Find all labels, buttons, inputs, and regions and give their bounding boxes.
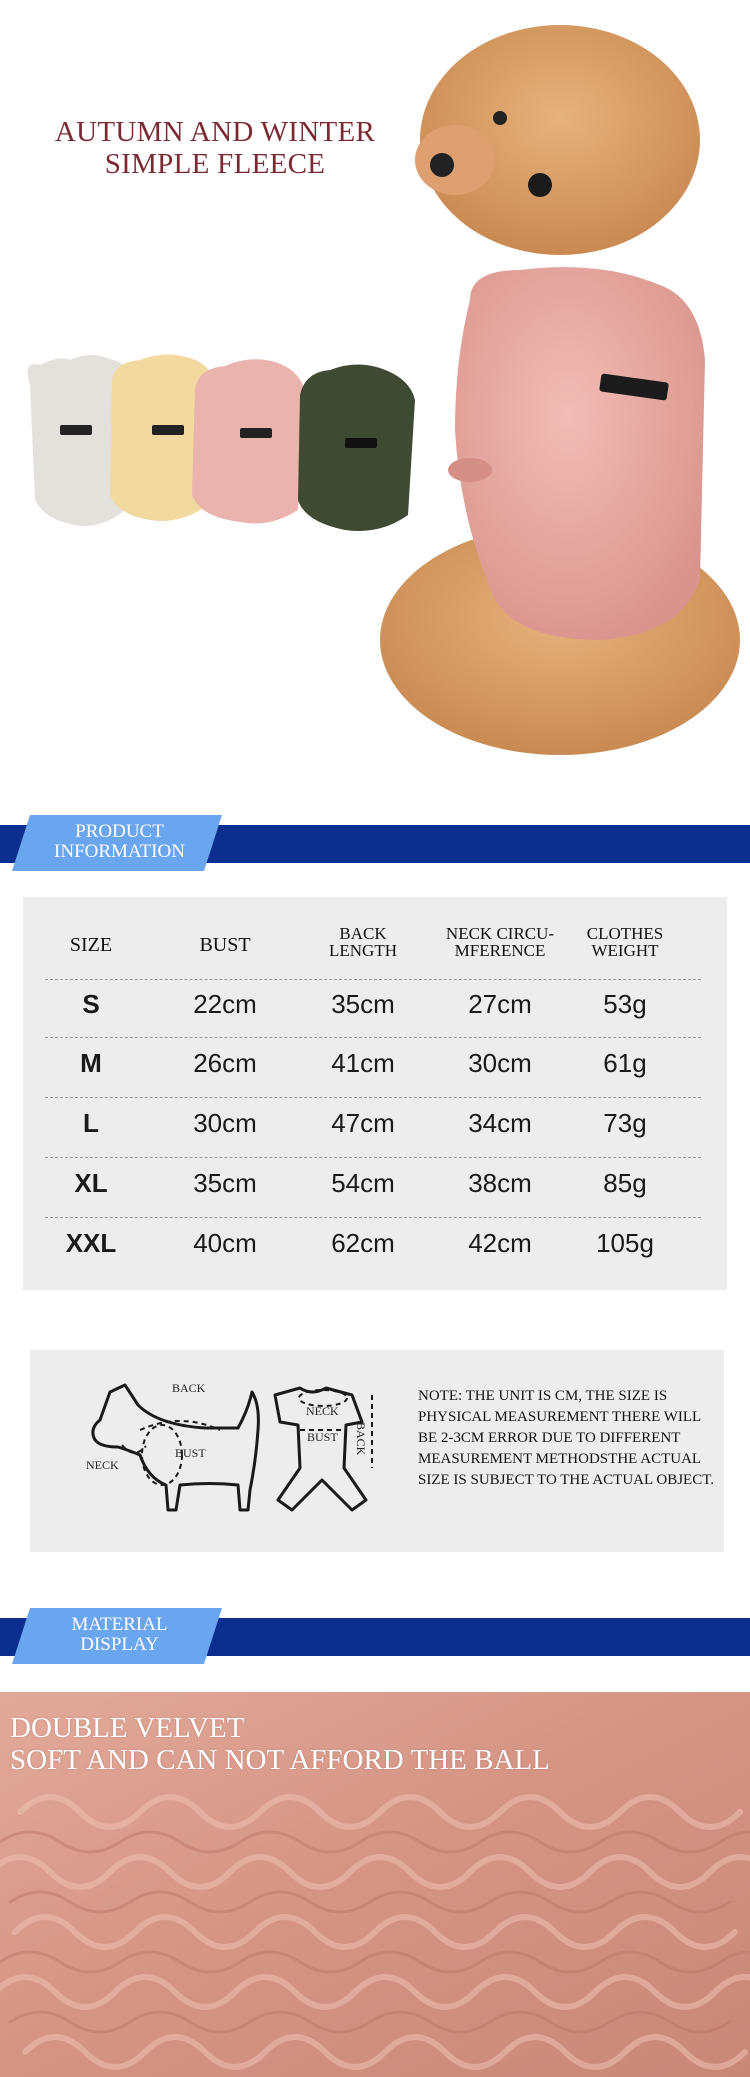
cell-bust: 22cm	[193, 989, 257, 1019]
hero-title	[30, 116, 400, 180]
cell-back-length: 35cm	[331, 989, 395, 1019]
header-bust: BUST	[199, 934, 251, 956]
measurement-guide	[30, 1350, 724, 1552]
garment-label-neck: NECK	[306, 1404, 339, 1418]
row-divider	[45, 979, 701, 980]
dog-label-bust: BUST	[175, 1446, 206, 1460]
cell-bust: 26cm	[193, 1048, 257, 1078]
row-divider	[45, 1217, 701, 1218]
cell-size: XL	[74, 1168, 108, 1198]
header-clothes-weight	[565, 925, 685, 959]
cell-back-length: 41cm	[331, 1048, 395, 1078]
cell-neck: 42cm	[468, 1228, 532, 1258]
measurement-note: NOTE: THE UNIT IS CM, THE SIZE IS PHYSICAL MEASUREMENT THERE WILL BE 2-3CM ERROR DUE TO DIFFERENT MEASUREMENT METHODSTHE ACTUAL SIZE IS SUBJECT TO THE ACTUAL OBJECT.	[418, 1388, 715, 1488]
cell-neck: 38cm	[468, 1168, 532, 1198]
banner-line-1: PRODUCT	[75, 821, 164, 842]
header-weight-line-1: CLOTHES	[586, 924, 664, 943]
header-weight-line-2: WEIGHT	[591, 941, 659, 960]
header-back-length	[303, 925, 423, 959]
cell-size: L	[83, 1108, 99, 1138]
garment-label-back: BACK	[354, 1422, 368, 1456]
hero-section	[0, 0, 750, 790]
cell-weight: 85g	[603, 1168, 647, 1198]
table-row	[45, 1168, 701, 1208]
row-divider	[45, 1037, 701, 1038]
table-row	[45, 989, 701, 1029]
material-display-banner	[0, 1606, 750, 1666]
table-row	[45, 1048, 701, 1088]
cell-back-length: 54cm	[331, 1168, 395, 1198]
header-neck-line-1: NECK CIRCU-	[445, 924, 555, 943]
cell-back-length: 62cm	[331, 1228, 395, 1258]
cell-size: S	[82, 989, 100, 1019]
size-chart-table	[23, 897, 727, 1290]
row-divider	[45, 1097, 701, 1098]
product-information-banner	[0, 813, 750, 873]
header-neck-line-2: MFERENCE	[454, 941, 546, 960]
cell-size: XXL	[65, 1228, 117, 1258]
material-line-1: DOUBLE VELVET	[10, 1712, 245, 1744]
banner-line-2: INFORMATION	[54, 841, 185, 862]
cell-neck: 30cm	[468, 1048, 532, 1078]
banner-line-2: DISPLAY	[80, 1634, 159, 1655]
dog-label-back: BACK	[172, 1381, 206, 1395]
banner-line-1: MATERIAL	[71, 1614, 168, 1635]
cell-bust: 30cm	[193, 1108, 257, 1138]
cell-neck: 27cm	[468, 989, 532, 1019]
row-divider	[45, 1157, 701, 1158]
cell-bust: 35cm	[193, 1168, 257, 1198]
table-row	[45, 1108, 701, 1148]
hero-title-line-1: AUTUMN AND WINTER	[54, 116, 376, 148]
poodle-dog	[380, 25, 740, 755]
hero-title-line-2: SIMPLE FLEECE	[104, 148, 326, 180]
table-header-row	[45, 925, 701, 965]
header-back-length-line-2: LENGTH	[329, 941, 397, 960]
cell-size: M	[80, 1048, 102, 1078]
banner-tab	[12, 1606, 222, 1666]
header-back-length-line-1: BACK	[339, 924, 387, 943]
cell-weight: 53g	[603, 989, 647, 1019]
fleece-closeup	[0, 1692, 750, 2077]
cell-bust: 40cm	[193, 1228, 257, 1258]
header-neck-circumference	[430, 925, 570, 959]
banner-tab	[12, 813, 222, 873]
sweater-green	[298, 364, 415, 531]
cell-neck: 34cm	[468, 1108, 532, 1138]
header-size: SIZE	[69, 934, 113, 956]
cell-back-length: 47cm	[331, 1108, 395, 1138]
banner-tab-text	[32, 822, 207, 862]
sweater-pink	[192, 359, 305, 523]
material-line-2: SOFT AND CAN NOT AFFORD THE BALL	[10, 1744, 550, 1776]
dog-label-neck: NECK	[86, 1458, 119, 1472]
cell-weight: 61g	[603, 1048, 647, 1078]
cell-weight: 73g	[603, 1108, 647, 1138]
garment-label-bust: BUST	[307, 1430, 338, 1444]
material-description	[10, 1712, 550, 1776]
banner-tab-text	[32, 1615, 207, 1655]
table-row	[45, 1228, 701, 1268]
cell-weight: 105g	[596, 1228, 654, 1258]
